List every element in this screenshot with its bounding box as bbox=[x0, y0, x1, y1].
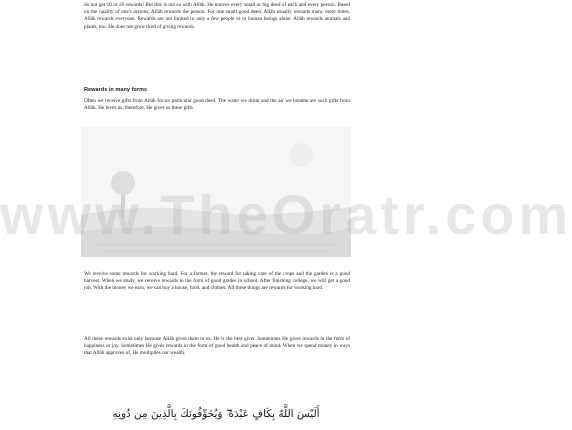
forms-paragraph: Often we receive gifts from Allāh for no particular good deed. The water we drink and the air we breathe are such gifts from Allāh. He loves us, therefore, He gives us these gifts. bbox=[84, 98, 350, 112]
arabic-footer: أَلَيْسَ اللَّهُ بِكَافٍ عَبْدَهُ ۖ وَيُخَوِّفُونَكَ بِالَّذِينَ مِن دُونِهِ bbox=[112, 408, 320, 420]
section-heading: Rewards in many forms bbox=[84, 87, 148, 93]
intro-paragraph: do not get 10 or 20 rewards! But this is not so with Allāh. He notices every small or big deed of each and every person. Based on the quality of one's actions, Allāh rewards the person. For one small good deed, Allāh usually rewards many more times. Allāh rewards everyone. Rewards are not limited to only a few people or to human beings alone. Allāh rewards animals and plants, too. He does not grow tired of giving rewards. bbox=[84, 2, 350, 30]
watermark: www.TheOratr.com bbox=[0, 183, 572, 246]
all-rewards-paragraph: All these rewards exist only because Allāh gives them to us. He is the best giver. Sometimes He gives rewards in the form of happiness or joy. Sometimes He gives rewards in the form of good health and peace of mind. When we spend money in ways that Allāh approves of, He multiplies our wealth. bbox=[84, 336, 350, 357]
working-hard-paragraph: We receive some rewards for working hard. For a farmer, the reward for taking care of the crops and the garden is a good harvest. When we study, we receive rewards in the form of good grades in school. After finishing college, we will get a good job. With the money we earn, we can buy a house, food, and clothes. All these things are rewards for working hard. bbox=[84, 271, 350, 292]
